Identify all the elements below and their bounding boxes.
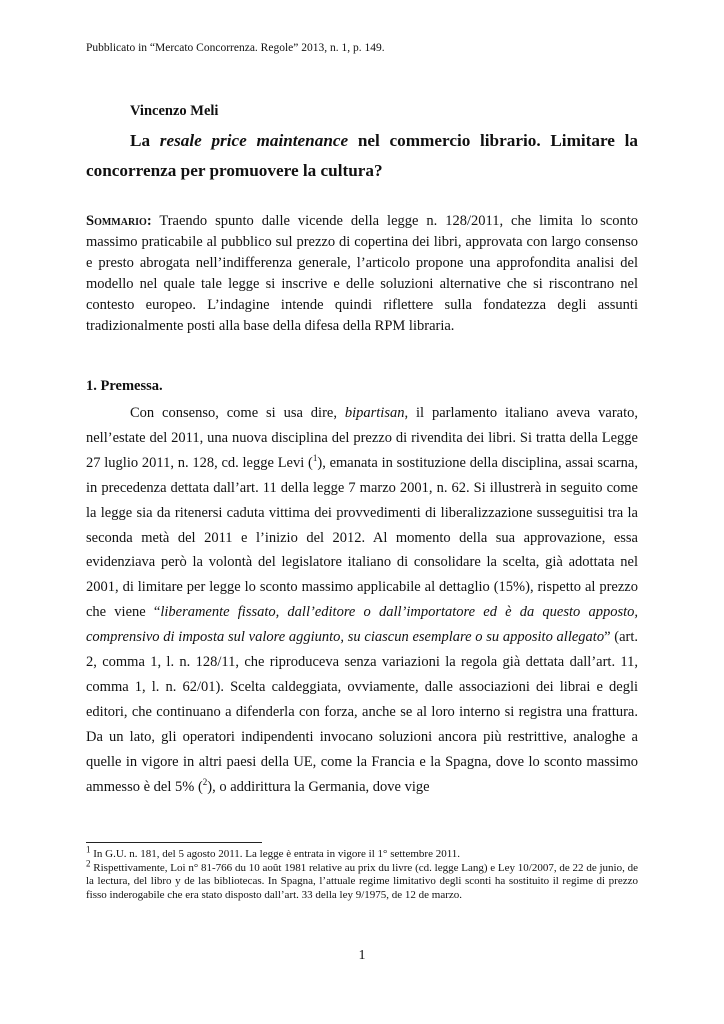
footnotes [86, 844, 638, 902]
body-text [86, 401, 638, 800]
section-heading: 1. Premessa. [86, 378, 163, 394]
title-rest: nel commercio librario. Limitare la concorrenza per promuovere la cultura? [86, 131, 638, 180]
author-name: Vincenzo Meli [130, 103, 219, 119]
footnote-number: 1 [86, 844, 91, 855]
footnote-ref-2[interactable]: 2 [202, 776, 208, 787]
footnote-text: Rispettivamente, Loi n° 81-766 du 10 août 1981 relative au prix du livre (cd. legge Lang) e Ley 10/2007, de 22 de junio, de la lectura, del libro y de las bibliotecas. In Spagna, l’attuale regime limitativo degli sconti ha sostituito il regime di prezzo fisso inderogabile che era stato disposto dall’art. 33 della ley 9/1975, de 12 de marzo. [86, 861, 638, 901]
article-title [86, 126, 638, 186]
abstract-label: Sommario: [86, 213, 152, 229]
title-start: La [130, 131, 160, 150]
footnote-ref-1[interactable]: 1 [312, 452, 318, 463]
footnote-number: 2 [86, 857, 91, 868]
text-run: Con consenso, come si usa dire, [130, 405, 345, 421]
footnote-2 [86, 857, 638, 903]
abstract [86, 211, 638, 337]
publication-note: Pubblicato in “Mercato Concorrenza. Regole” 2013, n. 1, p. 149. [86, 42, 385, 54]
footnote-text: In G.U. n. 181, del 5 agosto 2011. La legge è entrata in vigore il 1° settembre 2011. [90, 848, 461, 860]
text-run: ), emanata in sostituzione della disciplina, assai scarna, in precedenza dettata dall’art. 11 della legge 7 marzo 2001, n. 62. Si illustrerà in seguito come la legge sia da ritenersi caduta vittima dei provvedimenti di liberalizzazione susseguitisi tra la seconda metà del 2011 e l’inizio del 2012. Al momento della sua approvazione, essa evidenziava però la volontà del legislatore italiano di consolidare la scelta, già adottata nel 2001, di limitare per legge lo sconto massimo applicabile al dettaglio (15%), rispetto al prezzo che viene “ [86, 454, 638, 621]
page-number: 1 [358, 948, 366, 963]
title-italic-term: resale price maintenance [159, 131, 349, 150]
footnote-1 [86, 844, 638, 862]
text-run: ” (art. 2, comma 1, l. n. 128/11, che riproduceva senza variazioni la regola già dettata dall’art. 11, comma 1, l. n. 62/01). Scelta caldeggiata, ovviamente, dalle associazioni dei librai e degli editori, che continuano a difenderla con forza, anche se al loro interno si registra una frattura. Da un lato, gli operatori indipendenti invocano soluzioni ancora più restrittive, analoghe a quelle in vigore in altri paesi della UE, come la Francia e la Spagna, dove lo sconto massimo ammesso è del 5% ( [86, 629, 638, 795]
footnote-divider [86, 842, 262, 843]
italic-run: bipartisan [344, 405, 405, 421]
paragraph [86, 401, 638, 800]
abstract-text: Traendo spunto dalle vicende della legge n. 128/2011, che limita lo sconto massimo praticabile al pubblico sul prezzo di copertina dei libri, approvata con largo consenso e presto abrogata nell’indifferenza generale, l’articolo propone una approfondita analisi del modello nel quale tale legge si inscrive e delle soluzioni alternative che si riscontrano nel contesto europeo. L’indagine intende quindi riflettere sulla fondatezza degli assunti tradizionalmente posti alla base della difesa della RPM libraria. [86, 213, 638, 334]
text-run: ), o addirittura la Germania, dove vige [207, 778, 430, 795]
italic-quote: liberamente fissato, dall’editore o dall’importatore ed è da questo apposto, comprensivo di imposta sul valore aggiunto, su ciascun esemplare o su apposito allegato [86, 604, 639, 646]
text-run: , il parlamento italiano aveva varato, nell’estate del 2011, una nuova disciplina del prezzo di rivendita dei libri. Si tratta della Legge 27 luglio 2011, n. 128, cd. legge Levi ( [86, 405, 638, 471]
